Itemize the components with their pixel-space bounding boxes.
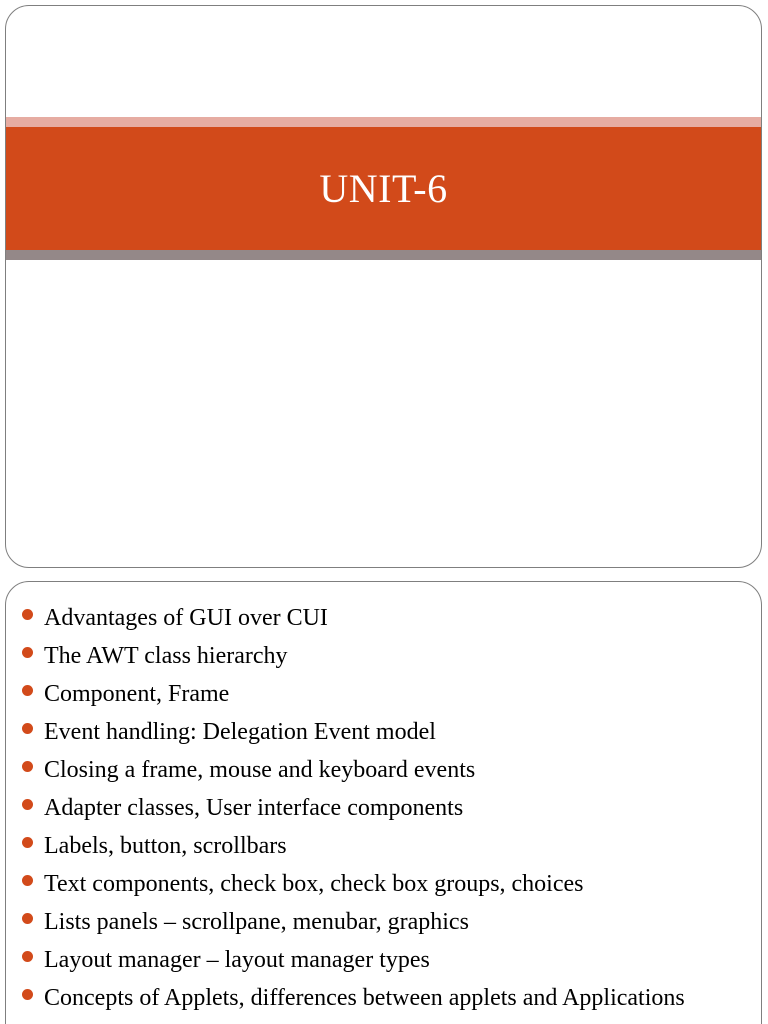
list-item [20,789,755,827]
list-item-text: Labels, button, scrollbars [44,833,287,859]
bullet-icon [22,951,33,962]
title-band [6,127,761,250]
bullet-icon [22,913,33,924]
bullet-icon [22,875,33,886]
list-item [20,941,755,979]
list-item-text: Advantages of GUI over CUI [44,605,328,631]
list-item [20,827,755,865]
list-item [20,751,755,789]
bullet-icon [22,989,33,1000]
list-item [20,637,755,675]
list-item-text: Adapter classes, User interface components [44,795,464,821]
topic-list [20,599,755,1013]
list-item-text: Concepts of Applets, differences between applets and Applications [44,985,685,1011]
list-item [20,675,755,713]
bullet-icon [22,685,33,696]
list-item [20,713,755,751]
bullet-icon [22,609,33,620]
list-item [20,903,755,941]
list-item [20,865,755,903]
list-item [20,599,755,637]
list-item-text: Lists panels – scrollpane, menubar, graphics [44,909,469,935]
list-item-text: The AWT class hierarchy [44,643,288,669]
list-item-text: Text components, check box, check box groups, choices [44,871,584,897]
list-item-text: Closing a frame, mouse and keyboard events [44,757,476,783]
bullet-icon [22,723,33,734]
list-item-text: Layout manager – layout manager types [44,947,430,973]
bullet-icon [22,761,33,772]
list-item-text: Component, Frame [44,681,230,707]
bullet-icon [22,837,33,848]
title-band-top-stripe [6,117,761,127]
slide-2 [5,581,762,1024]
list-item [20,979,755,1013]
list-item-text: Event handling: Delegation Event model [44,719,436,745]
bullet-icon [22,799,33,810]
slide-title: UNIT-6 [319,166,448,211]
slide-1 [5,5,762,568]
bullet-icon [22,647,33,658]
title-band-bottom-stripe [6,250,761,260]
